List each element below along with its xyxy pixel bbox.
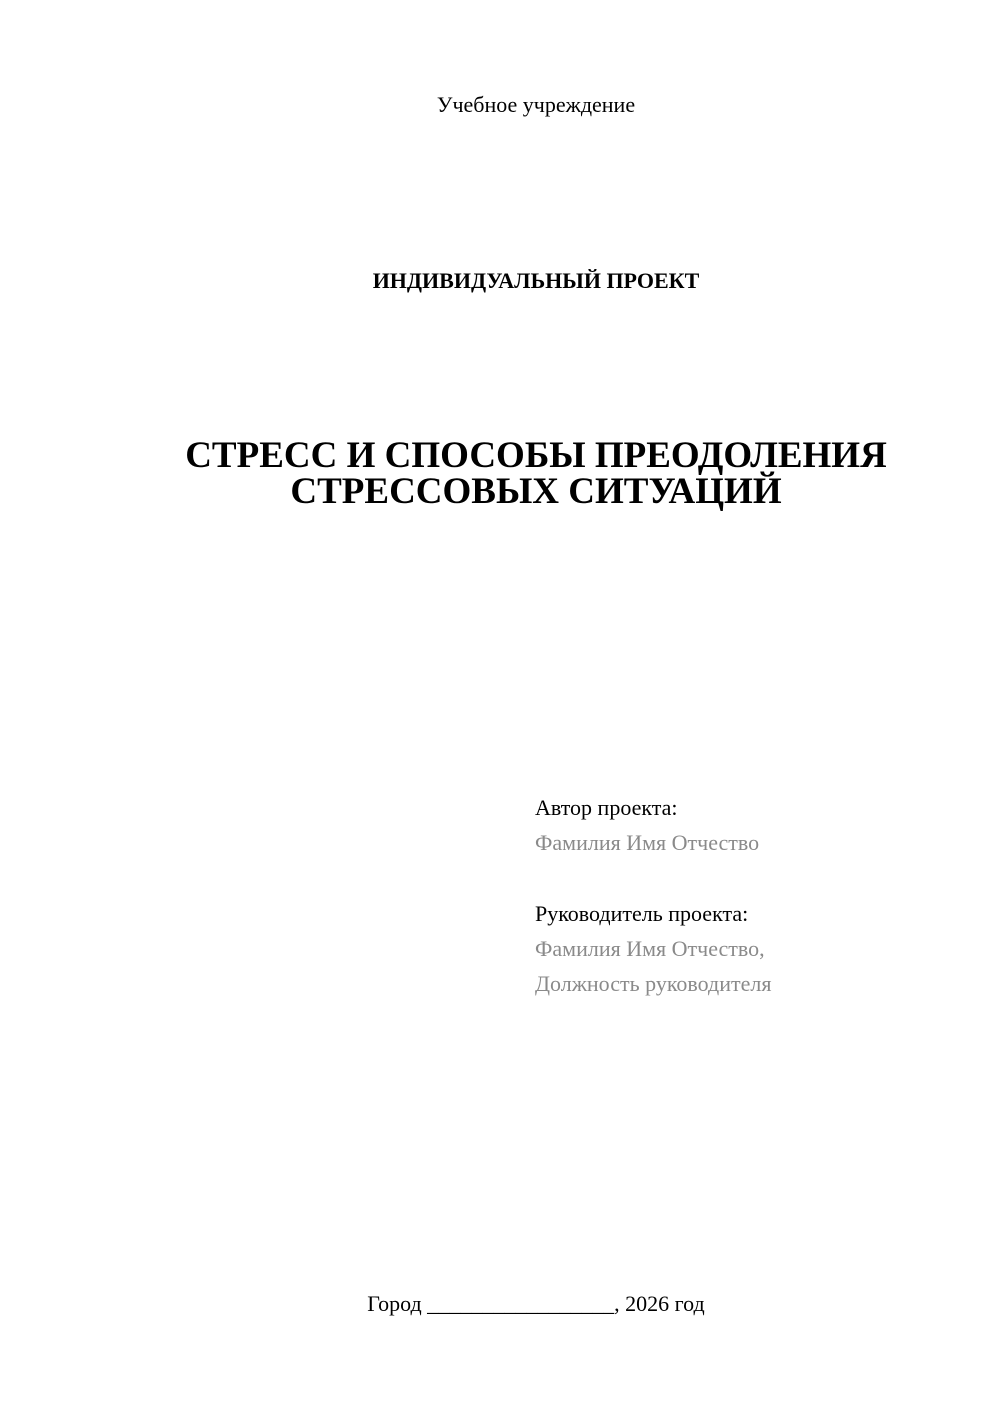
document-title — [0, 435, 1000, 512]
document-title-line-1: СТРЕСС И СПОСОБЫ ПРЕОДОЛЕНИЯ — [185, 435, 887, 476]
author-name: Фамилия Имя Отчество — [535, 830, 760, 855]
supervisor-label: Руководитель проекта: — [535, 901, 749, 926]
credits-spacer — [535, 860, 975, 896]
document-title-line-2: СТРЕССОВЫХ СИТУАЦИЙ — [290, 471, 782, 512]
supervisor-name: Фамилия Имя Отчество, — [535, 936, 765, 961]
author-label: Автор проекта: — [535, 795, 678, 820]
project-credits — [535, 790, 975, 1001]
document-type: ИНДИВИДУАЛЬНЫЙ ПРОЕКТ — [372, 268, 700, 293]
supervisor-position: Должность руководителя — [535, 971, 772, 996]
city-year-footer: Город _________________, 2026 год — [367, 1291, 705, 1316]
institution-name: Учебное учреждение — [436, 92, 636, 117]
